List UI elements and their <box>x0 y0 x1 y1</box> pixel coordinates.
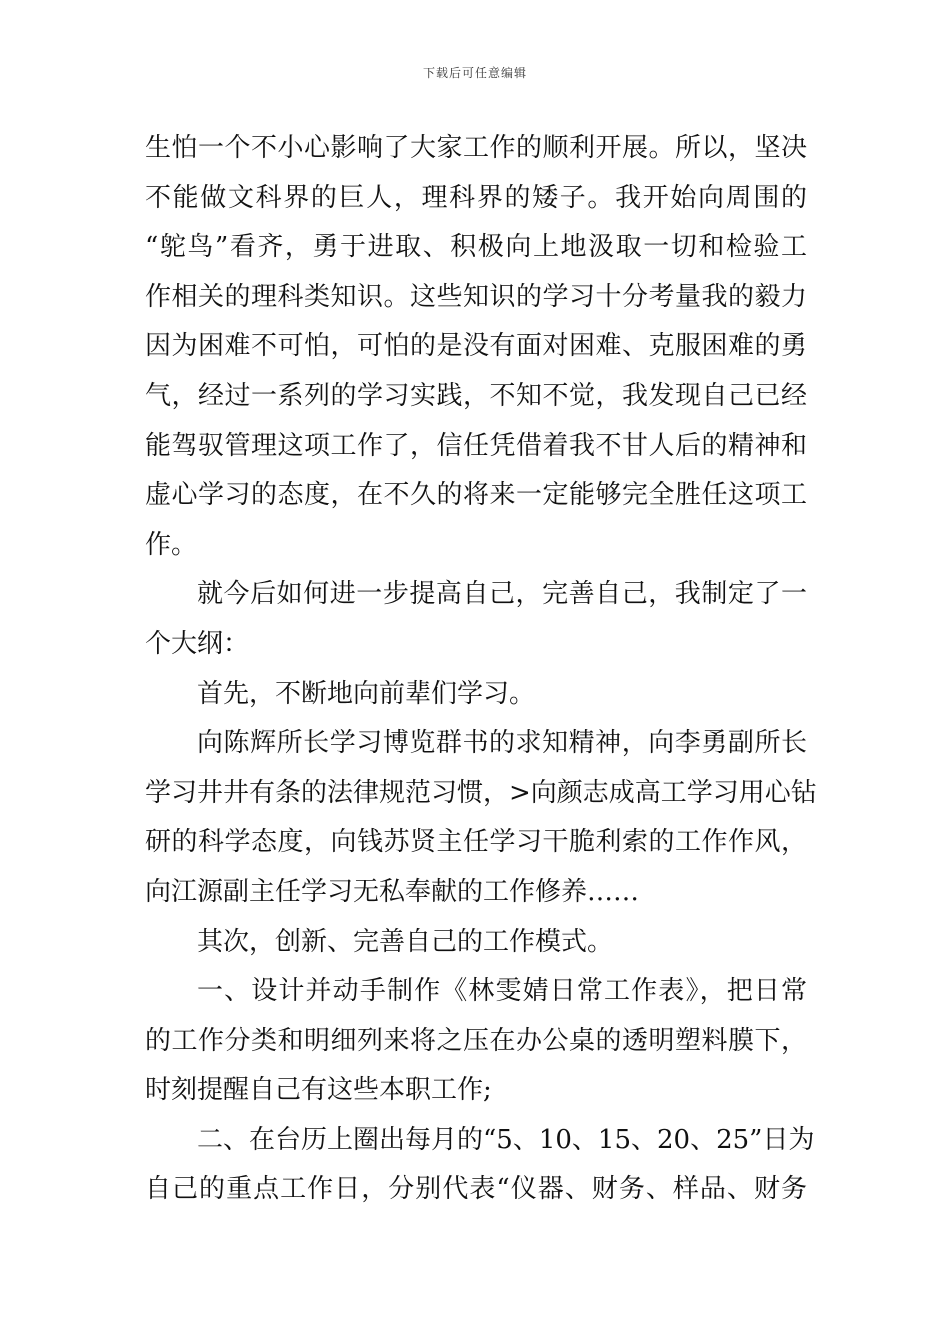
text-line: 研的科学态度，向钱苏贤主任学习干脆利索的工作作风， <box>145 827 807 858</box>
text-line: 作。 <box>145 529 198 560</box>
text-line: 二、在台历上圈出每月的“5、10、15、20、25”日为 <box>197 1124 815 1155</box>
text-line: 向陈辉所长学习博览群书的求知精神，向李勇副所长 <box>197 728 807 759</box>
text-line: 学习井井有条的法律规范习惯，>向颜志成高工学习用心钻 <box>145 777 817 808</box>
text-line: 的工作分类和明细列来将之压在办公桌的透明塑料膜下， <box>145 1025 807 1056</box>
text-line: 自己的重点工作日，分别代表“仪器、财务、样品、财务 <box>145 1174 807 1205</box>
paragraph <box>145 124 807 570</box>
text-line: 因为困难不可怕，可怕的是没有面对困难、克服困难的勇 <box>145 331 807 362</box>
paragraph <box>145 967 807 1116</box>
paragraph <box>145 1116 815 1215</box>
page-header: 下载后可任意编辑 <box>422 66 527 80</box>
text-line: 能驾驭管理这项工作了，信任凭借着我不甘人后的精神和 <box>145 430 807 461</box>
paragraph <box>145 670 807 720</box>
paragraph <box>145 918 807 968</box>
text-line: 就今后如何进一步提高自己，完善自己，我制定了一 <box>197 579 807 610</box>
text-line: 作相关的理科类知识。这些知识的学习十分考量我的毅力 <box>145 281 807 312</box>
text-line: 个大纲： <box>145 628 250 659</box>
text-line: “鸵鸟”看齐，勇于进取、积极向上地汲取一切和检验工 <box>145 232 807 263</box>
text-line: 生怕一个不小心影响了大家工作的顺利开展。所以，坚决 <box>145 133 807 163</box>
text-line: 气，经过一系列的学习实践，不知不觉，我发现自己已经 <box>145 380 807 411</box>
text-line: 时刻提醒自己有这些本职工作; <box>145 1075 492 1106</box>
text-line: 其次，创新、完善自己的工作模式。 <box>197 926 614 957</box>
paragraph <box>145 570 807 669</box>
text-line: 首先，不断地向前辈们学习。 <box>197 678 536 709</box>
paragraph <box>145 719 817 917</box>
text-line: 向江源副主任学习无私奉献的工作修养…… <box>145 876 640 907</box>
document-body <box>145 124 817 1215</box>
text-line: 虚心学习的态度，在不久的将来一定能够完全胜任这项工 <box>145 480 807 511</box>
text-line: 一、设计并动手制作《林雯婧日常工作表》，把日常 <box>197 976 807 1007</box>
text-line: 不能做文科界的巨人，理科界的矮子。我开始向周围的 <box>145 182 807 213</box>
